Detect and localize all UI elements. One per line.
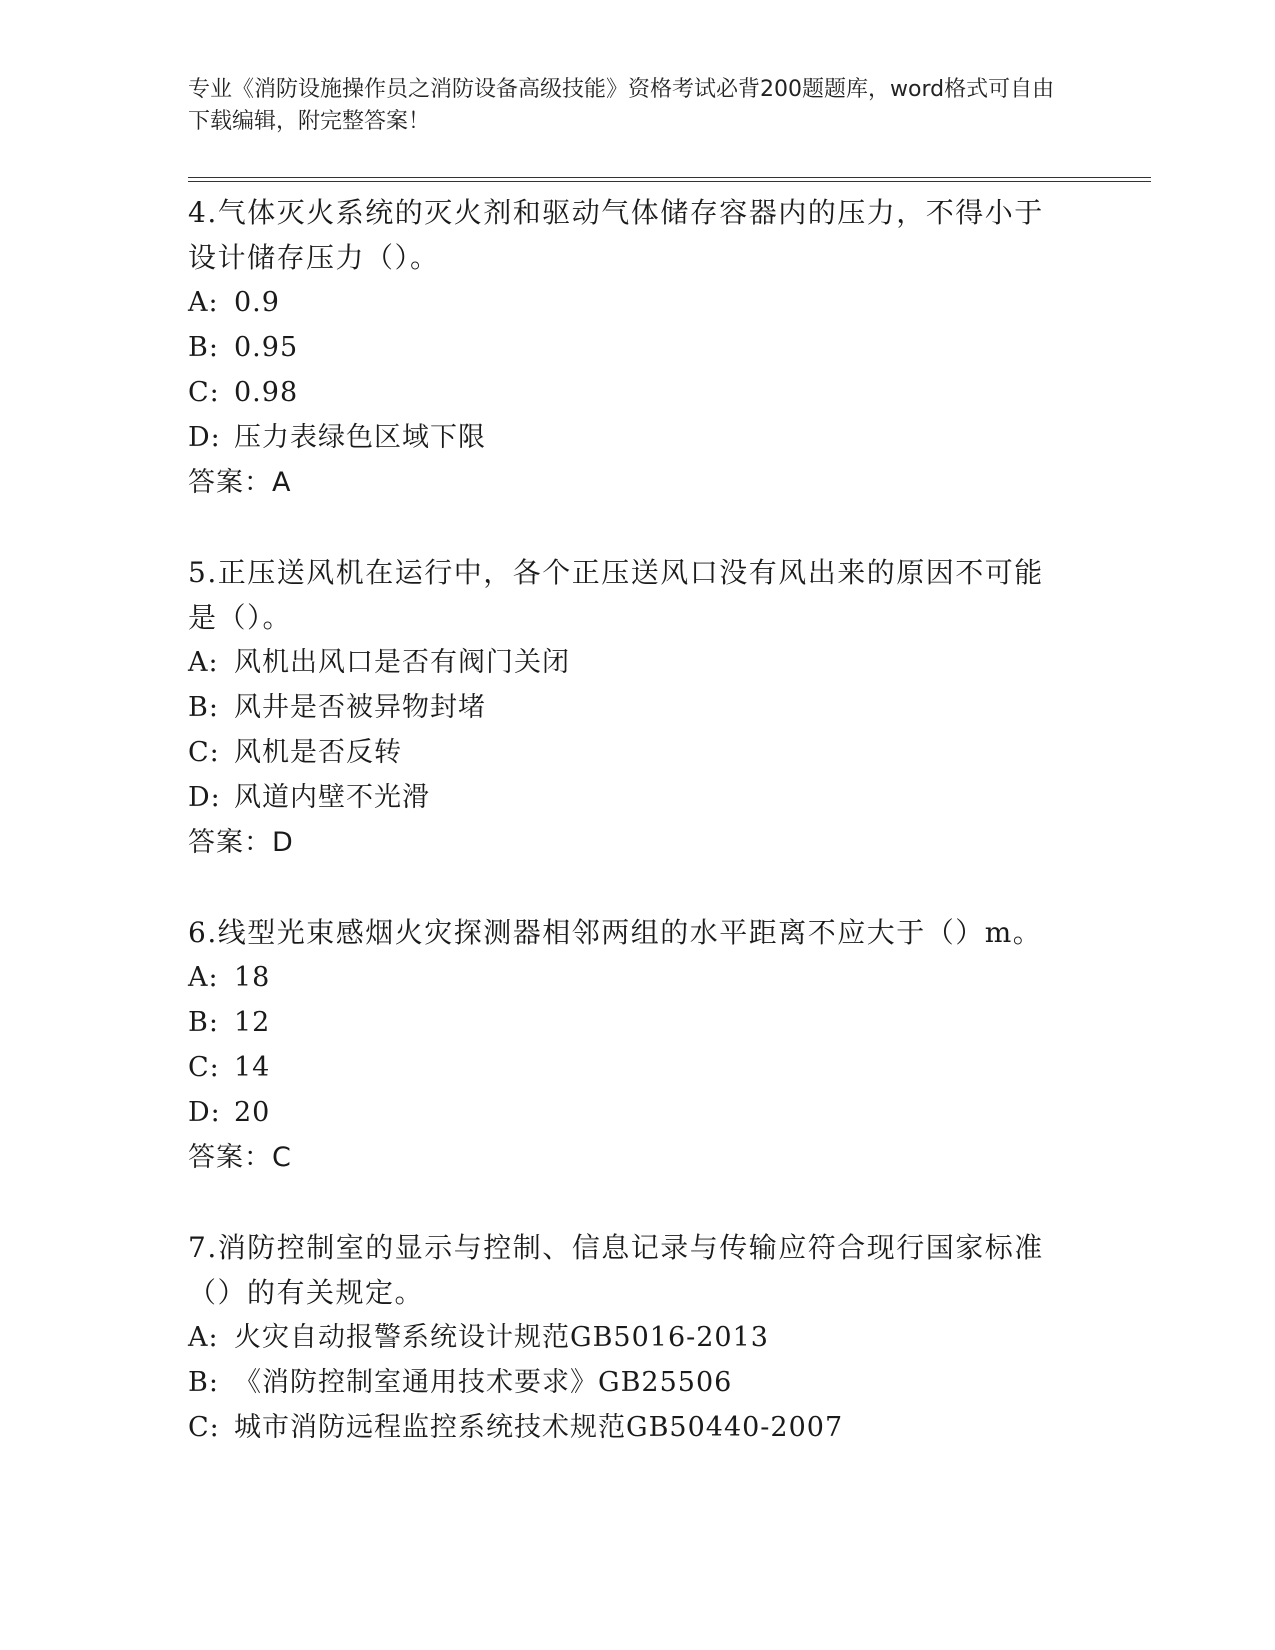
option-key: C: [188,1052,220,1083]
option-key: A: [188,962,219,993]
option-b [188,685,1068,730]
option-key: D: [188,1097,221,1128]
option-value: 风井是否被异物封堵 [234,692,486,723]
question-text: 6.线型光束感烟火灾探测器相邻两组的水平距离不应大于（）m。 [188,916,1043,949]
option-key: D: [188,422,221,453]
option-value: 14 [234,1052,271,1083]
header-divider-bottom [188,181,1151,182]
option-value: 风机是否反转 [234,737,402,768]
question-6 [188,910,1068,1180]
option-value: 12 [234,1007,271,1038]
question-5 [188,550,1068,865]
option-key: B: [188,332,219,363]
option-c [188,1045,1068,1090]
option-b [188,1000,1068,1045]
option-value: 18 [234,962,271,993]
option-value: 城市消防远程监控系统技术规范GB50440-2007 [234,1412,844,1443]
option-key: A: [188,1322,219,1353]
option-c [188,1405,1068,1450]
option-a [188,280,1068,325]
question-4 [188,190,1068,505]
option-d [188,415,1068,460]
option-key: D: [188,782,221,813]
option-b [188,1360,1068,1405]
option-value: 火灾自动报警系统设计规范GB5016-2013 [234,1322,769,1353]
answer: 答案：A [188,467,292,498]
question-text: 5.正压送风机在运行中，各个正压送风口没有风出来的原因不可能是（）。 [188,556,1044,634]
option-a [188,640,1068,685]
question-list [188,190,1068,1495]
header-divider-top [188,177,1151,178]
option-d [188,1090,1068,1135]
option-value: 风道内壁不光滑 [234,782,430,813]
option-key: A: [188,287,219,318]
answer: 答案：C [188,1142,292,1173]
option-value: 0.95 [234,332,299,363]
option-a [188,1315,1068,1360]
option-value: 0.98 [234,377,299,408]
option-value: 20 [234,1097,271,1128]
document-header: 专业《消防设施操作员之消防设备高级技能》资格考试必背200题题库，word格式可自由下载编辑，附完整答案！ [188,77,1055,134]
option-b [188,325,1068,370]
question-text: 7.消防控制室的显示与控制、信息记录与传输应符合现行国家标准（）的有关规定。 [188,1231,1044,1309]
option-key: C: [188,377,220,408]
option-d [188,775,1068,820]
option-c [188,370,1068,415]
option-a [188,955,1068,1000]
option-key: B: [188,1367,219,1398]
option-key: C: [188,1412,220,1443]
question-7 [188,1225,1068,1450]
option-value: 压力表绿色区域下限 [234,422,486,453]
question-text: 4.气体灭火系统的灭火剂和驱动气体储存容器内的压力，不得小于设计储存压力（）。 [188,196,1044,274]
option-key: B: [188,1007,219,1038]
option-key: B: [188,692,219,723]
answer: 答案：D [188,827,294,858]
option-value: 《消防控制室通用技术要求》GB25506 [234,1367,733,1398]
option-key: C: [188,737,220,768]
option-value: 风机出风口是否有阀门关闭 [234,647,570,678]
option-value: 0.9 [234,287,280,318]
option-key: A: [188,647,219,678]
option-c [188,730,1068,775]
